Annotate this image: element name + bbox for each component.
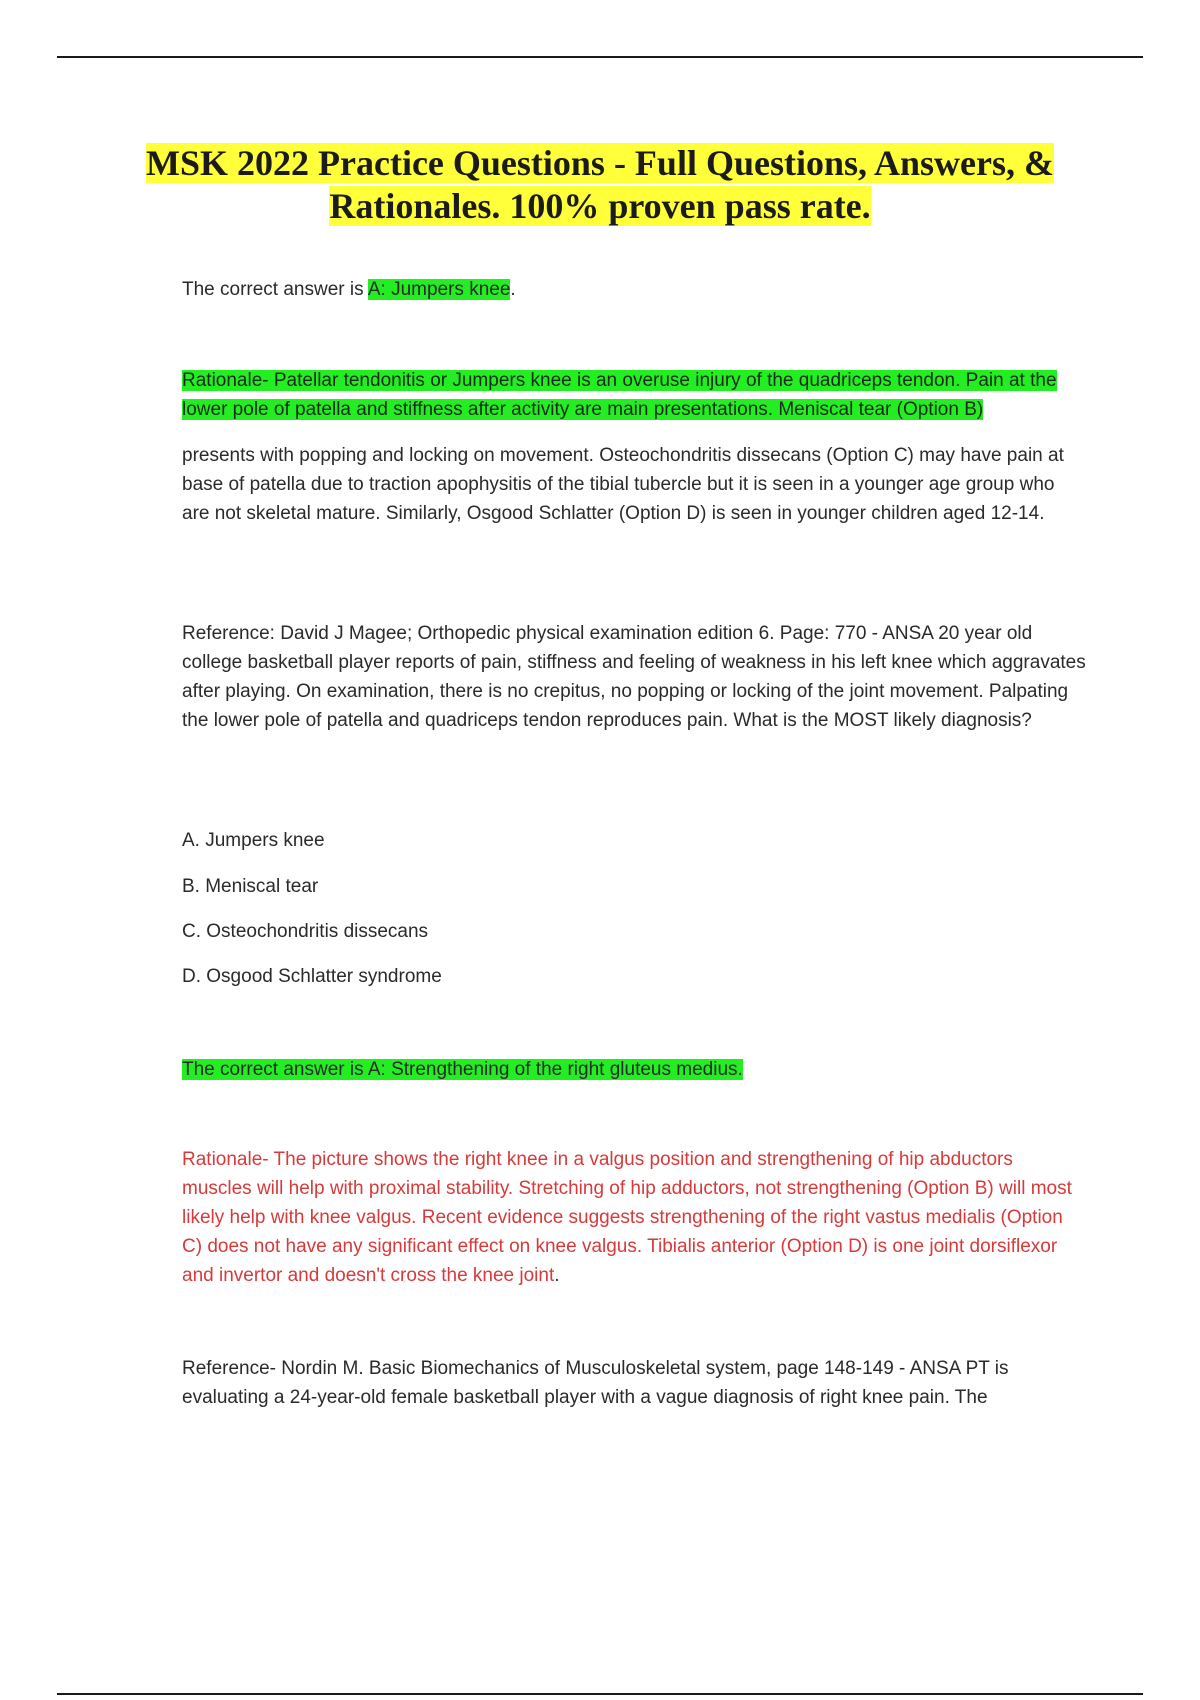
title-line-2: Rationales. 100% proven pass rate. — [329, 186, 871, 226]
answer-2: The correct answer is A: Strengthening of the right gluteus medius. — [182, 1059, 743, 1080]
title-line-1: MSK 2022 Practice Questions - Full Questions, Answers, & — [146, 143, 1054, 183]
rationale-2: Rationale- The picture shows the right knee in a valgus position and strengthening of hip abductors muscles will help with proximal stability. Stretching of hip adductors, not strengthening (Option B) will most likely help with knee valgus. Recent evidence suggests strengthening of the right vastus medialis (Option C) does not have any significant effect on knee valgus. Tibialis anterior (Option D) is one joint dorsiflexor and invertor and doesn't cross the knee joint. — [182, 1149, 1072, 1286]
bottom-rule — [57, 1693, 1143, 1695]
answer-1-prefix: The correct answer is — [182, 279, 368, 300]
rationale-1-highlighted: Rationale- Patellar tendonitis or Jumpers knee is an overuse injury of the quadriceps tendon. Pain at the lower pole of patella and stiffness after activity are main presentations. Meniscal tear (Option B) — [182, 370, 1057, 420]
reference-1-question-2: Reference: David J Magee; Orthopedic physical examination edition 6. Page: 770 - ANSA 20 year old college basketball player reports of pain, stiffness and feeling of weakness in his left knee which aggravates after playing. On examination, there is no crepitus, no popping or locking of the joint movement. Palpating the lower pole of patella and quadriceps tendon reproduces pain. What is the MOST likely diagnosis? — [182, 623, 1086, 731]
option-d: D. Osgood Schlatter syndrome — [182, 966, 442, 987]
document-title — [100, 142, 1100, 228]
answer-1 — [182, 275, 1087, 304]
option-a: A. Jumpers knee — [182, 830, 325, 851]
reference-2-question-3: Reference- Nordin M. Basic Biomechanics of Musculoskeletal system, page 148-149 - ANSA PT is evaluating a 24-year-old female basketball player with a vague diagnosis of right knee pain. The — [182, 1358, 1009, 1408]
top-rule — [57, 56, 1143, 58]
rationale-1-continued: presents with popping and locking on movement. Osteochondritis dissecans (Option C) may have pain at base of patella due to traction apophysitis of the tibial tubercle but it is seen in a younger age group who are not skeletal mature. Similarly, Osgood Schlatter (Option D) is seen in younger children aged 12-14. — [182, 445, 1064, 524]
option-b: B. Meniscal tear — [182, 876, 319, 897]
option-c: C. Osteochondritis dissecans — [182, 921, 429, 942]
answer-1-highlight: A: Jumpers knee — [367, 279, 511, 300]
answer-1-suffix: . — [510, 279, 516, 300]
